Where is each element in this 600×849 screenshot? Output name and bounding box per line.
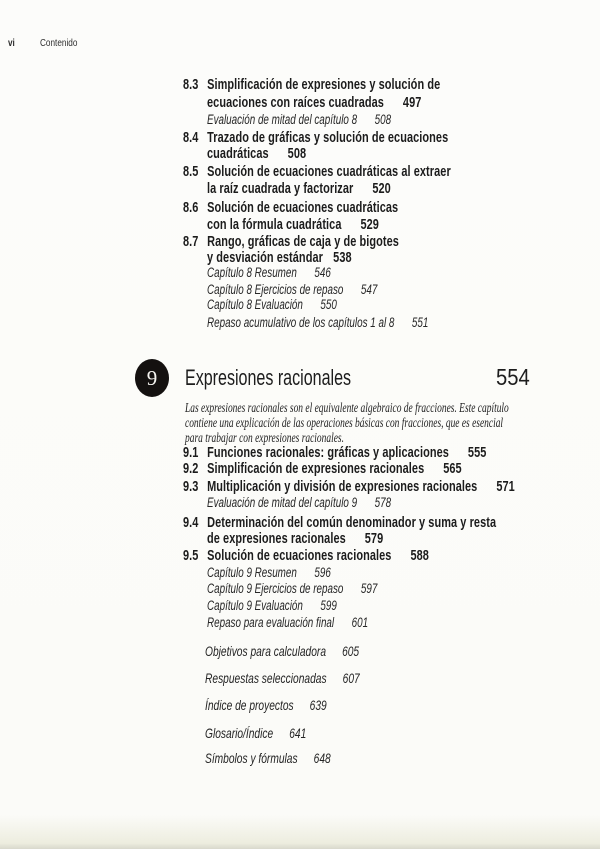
toc-entry-8-3-line2	[207, 94, 501, 112]
page-number: 555	[467, 444, 487, 461]
toc-entry-9-2	[183, 460, 565, 478]
section-title: Trazado de gráficas y solución de ecuaciones	[207, 129, 449, 146]
section-title: Solución de ecuaciones racionales	[207, 547, 392, 564]
page-number: 599	[320, 598, 337, 613]
toc-subentry-ch9-ejercicios	[207, 581, 440, 597]
page-number: 508	[287, 145, 307, 162]
backmatter-title: Respuestas seleccionadas	[205, 670, 327, 686]
section-title: Funciones racionales: gráficas y aplicaciones	[207, 444, 449, 461]
page-number: 648	[313, 750, 331, 766]
section-title: y desviación estándar	[207, 249, 323, 266]
backmatter-title: Símbolos y fórmulas	[205, 750, 298, 766]
subentry-title: Capítulo 8 Evaluación	[207, 297, 303, 312]
page-number: 605	[342, 643, 360, 659]
subentry-title: Repaso para evaluación final	[207, 615, 335, 630]
page-number: 497	[402, 94, 422, 111]
section-title: Solución de ecuaciones cuadráticas al extraer	[207, 163, 451, 180]
section-title: Simplificación de expresiones y solución de	[207, 76, 441, 93]
chapter-number: 9	[146, 366, 158, 390]
subentry-title: Capítulo 9 Resumen	[207, 565, 297, 580]
page-number: 508	[374, 112, 392, 127]
toc-backmatter-respuestas	[205, 669, 417, 687]
running-head-text: Contenido	[40, 38, 78, 49]
toc-subentry-ch8-resumen	[207, 265, 377, 281]
toc-subentry-midchapter-eval-9	[207, 495, 459, 511]
page-number: 579	[364, 530, 384, 547]
chapter-intro-line1	[185, 400, 600, 415]
running-head-title	[40, 38, 86, 50]
toc-subentry-ch9-resumen	[207, 565, 377, 581]
section-title: Determinación del común denominador y suma y resta	[207, 514, 497, 531]
toc-entry-8-4-line2	[207, 145, 343, 163]
page-number: 529	[360, 216, 379, 233]
chapter-page-number: 554	[496, 364, 530, 390]
intro-text: Las expresiones racionales son el equivalente algebraico de fracciones. Este capítulo	[185, 400, 509, 415]
section-title: la raíz cuadrada y factorizar	[207, 180, 354, 197]
toc-entry-8-5-line2	[207, 180, 459, 198]
page-number: 551	[411, 315, 429, 330]
toc-entry-9-3	[183, 478, 600, 496]
toc-subentry-ch8-evaluacion	[207, 297, 385, 313]
section-number: 9.1	[183, 444, 199, 461]
toc-entry-9-5	[183, 547, 520, 565]
subentry-title: Capítulo 8 Ejercicios de repaso	[207, 282, 344, 297]
page-folio	[8, 38, 16, 50]
section-number: 8.4	[183, 129, 199, 146]
section-title: Multiplicación y división de expresiones racionales	[207, 478, 478, 495]
section-number: 9.5	[183, 547, 199, 564]
page-number: 588	[410, 547, 429, 564]
toc-subentry-repaso-acumulativo	[207, 315, 510, 331]
toc-subentry-ch9-evaluacion	[207, 598, 385, 614]
chapter-intro-line2	[185, 415, 600, 430]
page-number: 597	[360, 581, 378, 596]
section-number: 8.6	[183, 199, 199, 216]
toc-entry-9-4-line2	[207, 530, 448, 548]
toc-entry-8-6-line1	[183, 199, 478, 217]
toc-backmatter-objetivos	[205, 642, 416, 660]
section-number: 8.5	[183, 163, 199, 180]
section-number: 8.7	[183, 233, 199, 250]
backmatter-title: Índice de proyectos	[205, 697, 294, 713]
page-number: 550	[320, 297, 337, 312]
backmatter-title: Glosario/Índice	[205, 725, 274, 741]
page-number: 571	[496, 478, 515, 495]
backmatter-title: Objetivos para calculadora	[205, 643, 327, 659]
page-number: 520	[372, 180, 391, 197]
chapter-intro-line3	[185, 430, 412, 445]
chapter-title-text: Expresiones racionales	[185, 365, 352, 390]
page-number: 607	[342, 670, 360, 686]
page-number: 547	[360, 282, 378, 297]
page-number: 565	[443, 460, 462, 477]
toc-backmatter-simbolos	[205, 749, 377, 767]
section-title: Simplificación de expresiones racionales	[207, 460, 425, 477]
toc-backmatter-glosario	[205, 724, 344, 742]
page-number: 639	[309, 697, 327, 713]
toc-entry-8-3-line1	[183, 76, 535, 94]
toc-entry-8-6-line2	[207, 216, 443, 234]
subentry-title: Capítulo 8 Resumen	[207, 265, 297, 280]
page-number: 641	[289, 725, 307, 741]
subentry-title: Evaluación de mitad del capítulo 9	[207, 495, 358, 510]
section-title: cuadráticas	[207, 145, 269, 162]
section-title: Solución de ecuaciones cuadráticas	[207, 199, 399, 216]
toc-backmatter-indice-proyectos	[205, 696, 372, 714]
intro-text: para trabajar con expresiones racionales.	[185, 430, 344, 445]
page-number: 601	[351, 615, 369, 630]
section-number: 9.2	[183, 460, 199, 477]
subentry-title: Evaluación de mitad del capítulo 8	[207, 112, 358, 127]
chapter-title	[185, 365, 412, 391]
section-title: ecuaciones con raíces cuadradas	[207, 94, 384, 111]
toc-subentry-repaso-final	[207, 615, 428, 631]
section-number: 9.4	[183, 514, 199, 531]
chapter-number-badge	[135, 359, 169, 397]
toc-entry-8-5-line1	[183, 163, 550, 181]
subentry-title: Capítulo 9 Ejercicios de repaso	[207, 581, 344, 596]
page-number: 538	[333, 249, 352, 266]
intro-text: contiene una explicación de las operaciones básicas con fracciones, que es esencial	[185, 415, 504, 430]
page-number: 578	[374, 495, 392, 510]
page-number: 596	[314, 565, 331, 580]
section-number: 8.3	[183, 76, 199, 93]
section-title: de expresiones racionales	[207, 530, 346, 547]
page-number: 546	[314, 265, 331, 280]
subentry-title: Repaso acumulativo de los capítulos 1 al 8	[207, 315, 395, 330]
page-folio-text: vi	[8, 38, 15, 49]
toc-subentry-midchapter-eval-8	[207, 112, 459, 128]
section-title: con la fórmula cuadrática	[207, 216, 342, 233]
toc-subentry-ch8-ejercicios	[207, 282, 440, 298]
section-title: Rango, gráficas de caja y de bigotes	[207, 233, 399, 250]
subentry-title: Capítulo 9 Evaluación	[207, 598, 303, 613]
section-number: 9.3	[183, 478, 199, 495]
